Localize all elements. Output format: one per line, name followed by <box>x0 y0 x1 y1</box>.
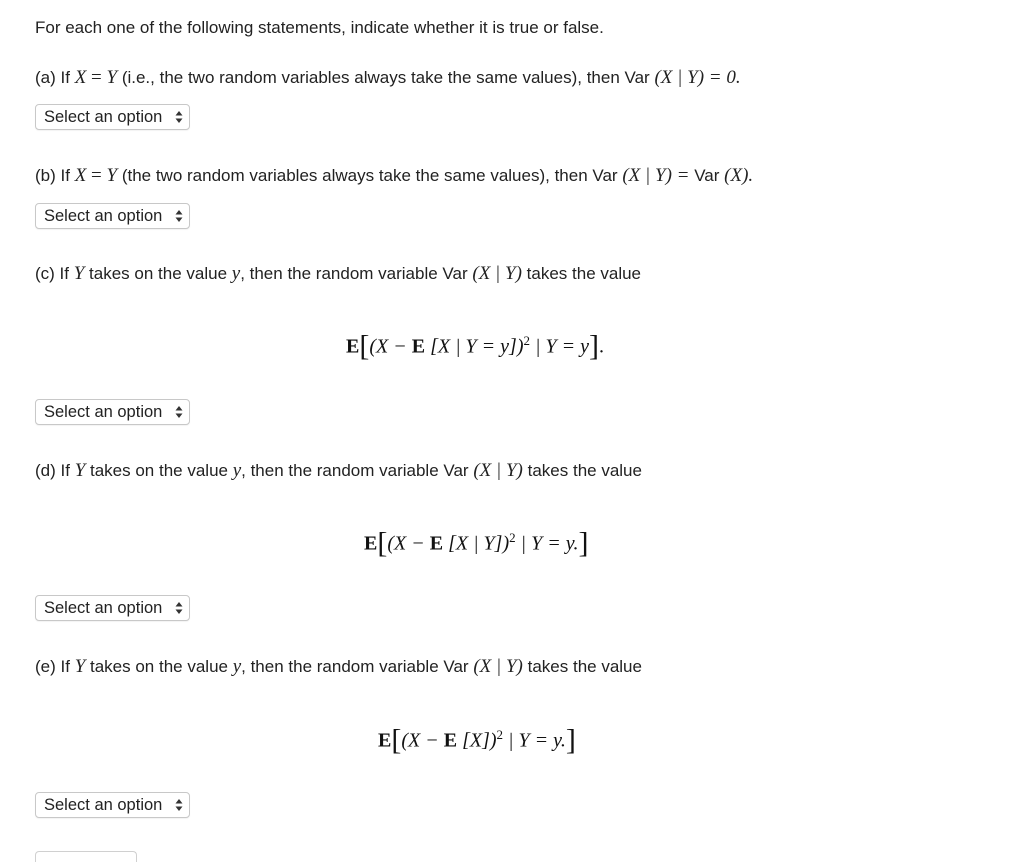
var-function-2: Var <box>694 166 720 185</box>
formula-part: [X]) <box>457 729 497 752</box>
select-label: Select an option <box>44 599 163 617</box>
formula-part: (X − <box>401 729 444 752</box>
formula-end: . <box>599 335 604 358</box>
question-b-text: (the two random variables always take the same values), then <box>117 166 593 185</box>
math-val-y: y <box>231 263 241 284</box>
select-arrows-icon <box>175 110 183 124</box>
var-function: Var <box>443 461 469 480</box>
expectation-symbol: E <box>378 729 392 752</box>
select-label: Select an option <box>44 403 163 421</box>
math-var-y: Y <box>74 656 86 677</box>
left-bracket: [ <box>391 723 402 757</box>
select-label: Select an option <box>44 108 163 126</box>
question-e-text-2: , then the random variable <box>241 657 444 676</box>
question-c-text-3: takes the value <box>521 264 642 283</box>
formula-part: | Y = y. <box>503 729 566 752</box>
select-arrows-icon <box>175 798 183 812</box>
formula-part: (X − <box>387 532 430 555</box>
superscript: 2 <box>496 727 504 742</box>
expectation-symbol: E <box>429 532 444 555</box>
math-var-y: Y <box>74 460 86 481</box>
question-c <box>35 263 641 285</box>
select-arrows-icon <box>175 405 183 419</box>
question-d-text-3: takes the value <box>522 461 642 480</box>
formula-d <box>364 526 589 560</box>
question-e <box>35 656 642 678</box>
formula-part: | Y = y. <box>515 532 579 555</box>
math-condition-2: (X). <box>719 165 754 186</box>
answer-select-d[interactable] <box>35 595 190 621</box>
question-d-text-1: takes on the value <box>85 461 233 480</box>
question-d-label: (d) If <box>35 461 70 480</box>
right-bracket: ] <box>589 329 599 363</box>
select-label: Select an option <box>44 796 163 814</box>
var-function: Var <box>624 68 650 87</box>
answer-select-e[interactable] <box>35 792 190 818</box>
superscript: 2 <box>523 333 530 348</box>
expectation-symbol: E <box>411 335 426 358</box>
answer-select-a[interactable] <box>35 104 190 130</box>
expectation-symbol: E <box>443 729 458 752</box>
answer-select-b[interactable] <box>35 203 190 229</box>
math-condition: (X | Y) <box>468 656 523 677</box>
question-c-text-2: , then the random variable <box>240 264 443 283</box>
question-c-text-1: takes on the value <box>84 264 232 283</box>
left-bracket: [ <box>359 329 370 363</box>
math-var-y: Y <box>106 165 118 186</box>
question-e-label: (e) If <box>35 657 70 676</box>
question-d-text-2: , then the random variable <box>241 461 444 480</box>
math-condition: (X | Y) <box>468 460 523 481</box>
math-condition: (X | Y) = 0. <box>649 67 741 88</box>
formula-part: (X − <box>369 335 412 358</box>
formula-e <box>378 723 576 757</box>
math-var-y: Y <box>106 67 118 88</box>
superscript: 2 <box>509 530 516 545</box>
var-function: Var <box>443 657 469 676</box>
math-eq: = <box>86 67 107 88</box>
math-val-y: y <box>232 460 242 481</box>
instructions: For each one of the following statements, indicate whether it is true or false. <box>35 18 604 37</box>
question-d <box>35 460 642 482</box>
var-function: Var <box>442 264 468 283</box>
question-a-text: (i.e., the two random variables always take the same values), then <box>117 68 625 87</box>
formula-c <box>346 329 604 363</box>
expectation-symbol: E <box>346 335 360 358</box>
answer-select-c[interactable] <box>35 399 190 425</box>
right-bracket: ] <box>578 526 589 560</box>
question-a-label: (a) If <box>35 68 70 87</box>
math-var-x: X <box>74 67 87 88</box>
expectation-symbol: E <box>364 532 378 555</box>
question-e-text-3: takes the value <box>522 657 642 676</box>
math-eq: = <box>86 165 107 186</box>
math-val-y: y <box>232 656 242 677</box>
formula-part: [X | Y]) <box>443 532 510 555</box>
math-condition: (X | Y) <box>467 263 522 284</box>
select-arrows-icon <box>175 209 183 223</box>
select-label: Select an option <box>44 207 163 225</box>
math-condition: (X | Y) = <box>617 165 695 186</box>
question-e-text-1: takes on the value <box>85 657 233 676</box>
var-function: Var <box>592 166 618 185</box>
math-var-x: X <box>74 165 87 186</box>
left-bracket: [ <box>377 526 388 560</box>
math-var-y: Y <box>73 263 85 284</box>
question-b <box>35 165 753 187</box>
formula-part: | Y = y <box>530 335 589 358</box>
select-arrows-icon <box>175 601 183 615</box>
right-bracket: ] <box>565 723 576 757</box>
question-b-label: (b) If <box>35 166 70 185</box>
question-a <box>35 67 741 89</box>
question-c-label: (c) If <box>35 264 69 283</box>
formula-part: [X | Y = y]) <box>425 335 524 358</box>
